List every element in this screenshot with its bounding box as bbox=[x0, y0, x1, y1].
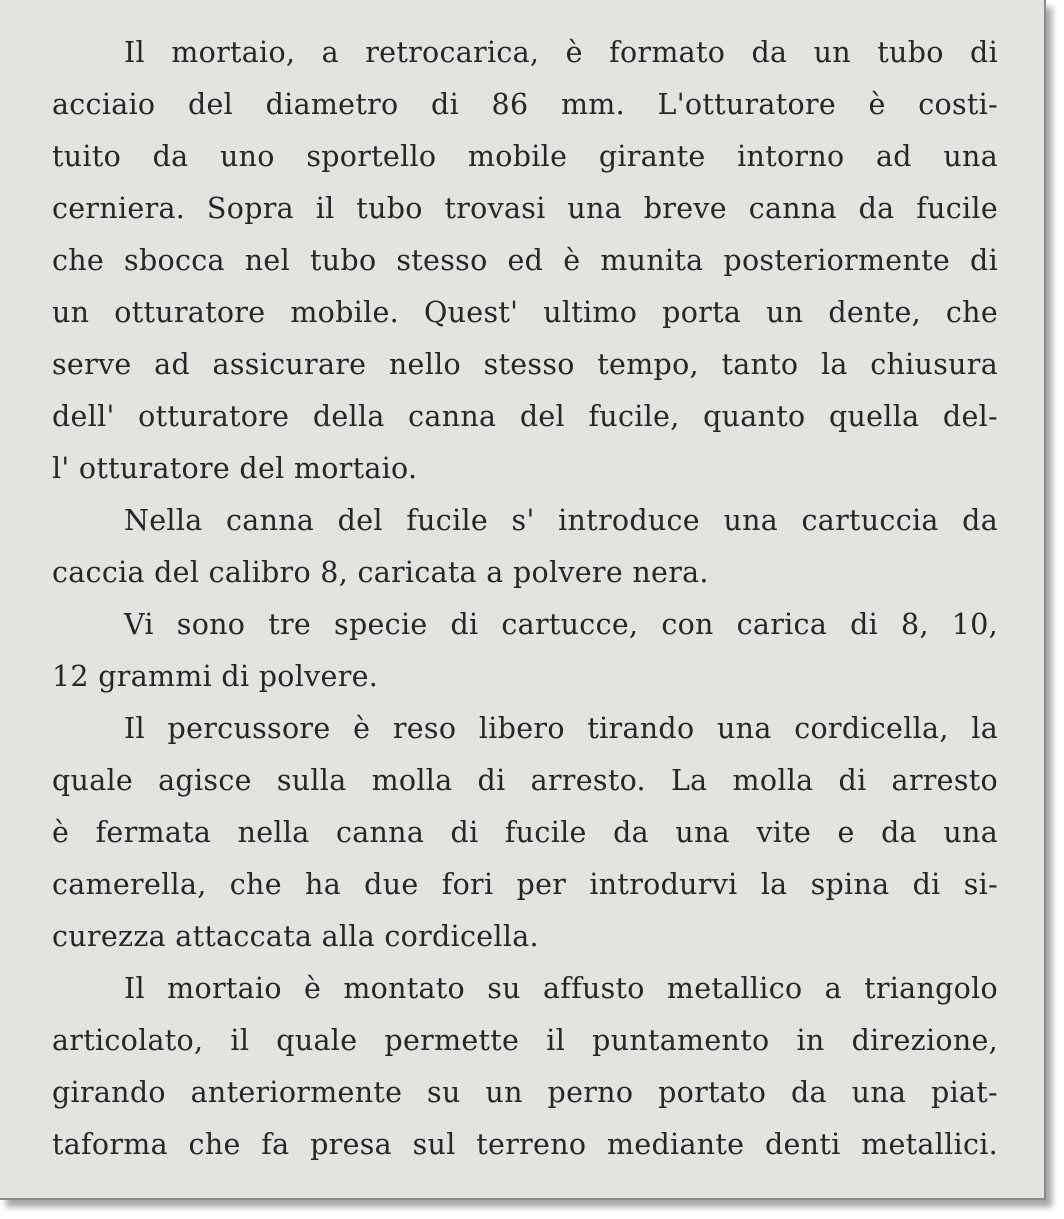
paragraph-4 bbox=[52, 703, 998, 963]
text-line: Nella canna del fucile s' introduce una cartuccia da bbox=[124, 504, 998, 537]
text-line: curezza attaccata alla cordicella. bbox=[52, 920, 539, 953]
text-line: 12 grammi di polvere. bbox=[52, 660, 379, 693]
text-line: Il mortaio, a retrocarica, è formato da un tubo di bbox=[124, 36, 998, 69]
text-line: l' otturatore del mortaio. bbox=[52, 452, 418, 485]
text-line: quale agisce sulla molla di arresto. La molla di arresto bbox=[52, 764, 998, 797]
text-line: è fermata nella canna di fucile da una vite e da una bbox=[52, 816, 998, 849]
body-text bbox=[52, 27, 998, 1171]
text-line: taforma che fa presa sul terreno mediante denti metallici. bbox=[52, 1128, 998, 1161]
text-line: girando anteriormente su un perno portato da una piat- bbox=[52, 1076, 998, 1109]
text-line: caccia del calibro 8, caricata a polvere nera. bbox=[52, 556, 709, 589]
text-line: articolato, il quale permette il puntamento in direzione, bbox=[52, 1024, 998, 1057]
text-line: tuito da uno sportello mobile girante intorno ad una bbox=[52, 140, 998, 173]
text-line: Il mortaio è montato su affusto metallico a triangolo bbox=[124, 972, 998, 1005]
text-line: un otturatore mobile. Quest' ultimo porta un dente, che bbox=[52, 296, 998, 329]
text-line: cerniera. Sopra il tubo trovasi una breve canna da fucile bbox=[52, 192, 998, 225]
text-line: dell' otturatore della canna del fucile, quanto quella del- bbox=[52, 400, 998, 433]
text-line: serve ad assicurare nello stesso tempo, tanto la chiusura bbox=[52, 348, 998, 381]
text-line: Il percussore è reso libero tirando una cordicella, la bbox=[124, 712, 998, 745]
text-line: acciaio del diametro di 86 mm. L'otturatore è costi- bbox=[52, 88, 998, 121]
paragraph-3 bbox=[52, 599, 998, 703]
paragraph-1 bbox=[52, 27, 998, 495]
text-line: che sbocca nel tubo stesso ed è munita posteriormente di bbox=[52, 244, 998, 277]
text-line: camerella, che ha due fori per introdurvi la spina di si- bbox=[52, 868, 998, 901]
paragraph-2 bbox=[52, 495, 998, 599]
text-line: Vi sono tre specie di cartucce, con carica di 8, 10, bbox=[124, 608, 998, 641]
paragraph-5 bbox=[52, 963, 998, 1171]
